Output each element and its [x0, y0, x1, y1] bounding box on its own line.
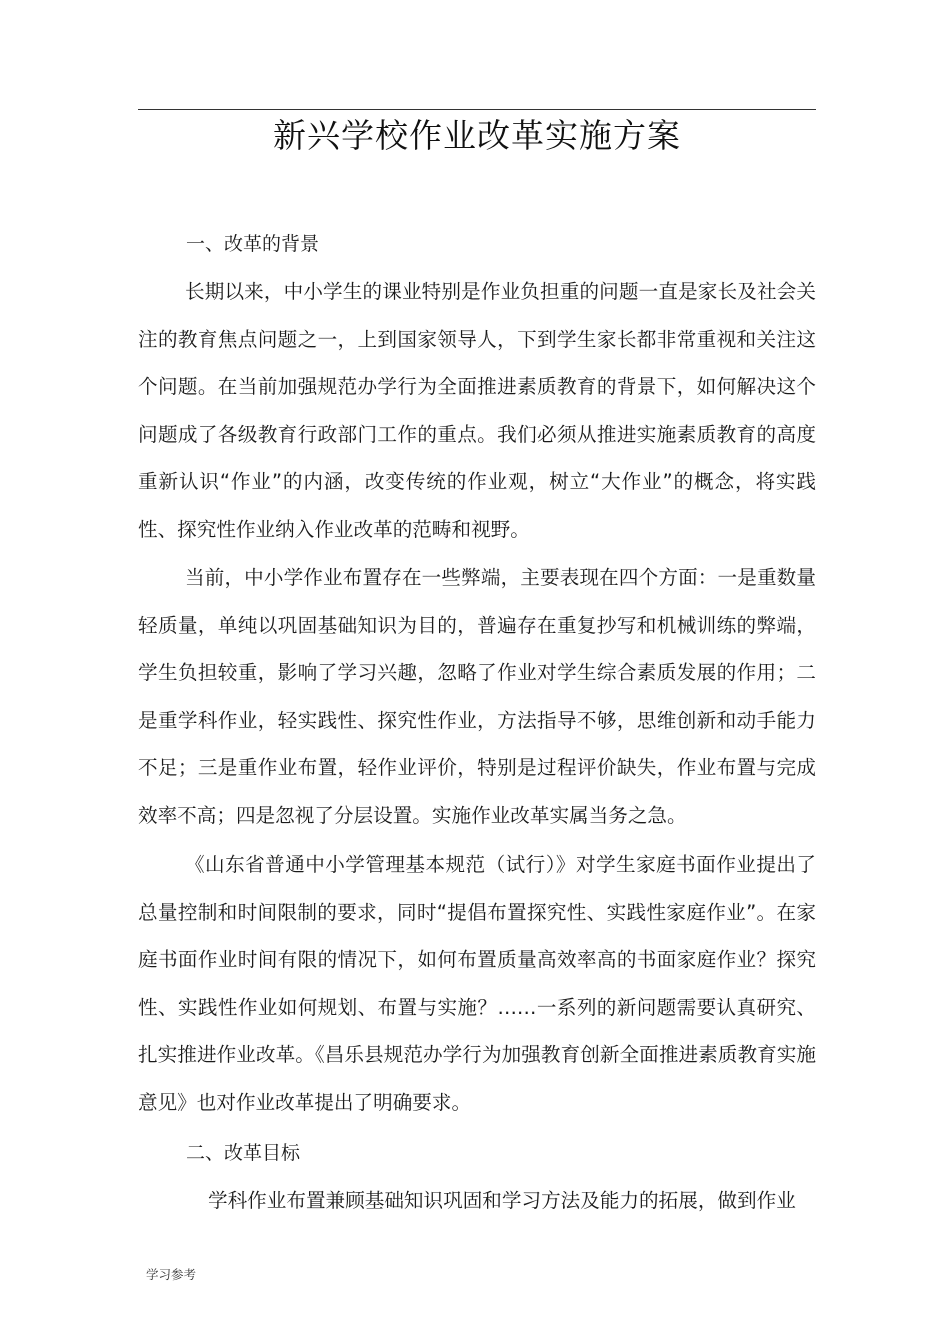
footer-label: 学习参考 — [146, 1267, 197, 1282]
section-heading-background: 一、改革的背景 — [186, 233, 320, 255]
header-rule — [138, 109, 816, 110]
paragraph-background-2: 当前，中小学作业布置存在一些弊端，主要表现在四个方面：一是重数量轻质量，单纯以巩固基础知识为目的，普遍存在重复抄写和机械训练的弊端，学生负担较重，影响了学习兴趣，忽略了作业对学生综合素质发展的作用；二是重学科作业，轻实践性、探究性作业，方法指导不够，思维创新和动手能力不足；三是重作业布置，轻作业评价，特别是过程评价缺失，作业布置与完成效率不高；四是忽视了分层设置。实施作业改革实属当务之急。 — [138, 566, 816, 827]
section-heading-goals: 二、改革目标 — [186, 1142, 301, 1164]
document-title: 新兴学校作业改革实施方案 — [273, 116, 681, 155]
paragraph-goals-1: 学科作业布置兼顾基础知识巩固和学习方法及能力的拓展，做到作业 — [208, 1189, 796, 1212]
paragraph-background-3: 《山东省普通中小学管理基本规范（试行）》对学生家庭书面作业提出了总量控制和时间限制的要求，同时“提倡布置探究性、实践性家庭作业”。在家庭书面作业时间有限的情况下，如何布置质量高效率高的书面家庭作业？探究性、实践性作业如何规划、布置与实施？……一系列的新问题需要认真研究、扎实推进作业改革。《昌乐县规范办学行为加强教育创新全面推进素质教育实施意见》也对作业改革提出了明确要求。 — [138, 853, 816, 1114]
paragraph-background-1: 长期以来，中小学生的课业特别是作业负担重的问题一直是家长及社会关注的教育焦点问题之一，上到国家领导人，下到学生家长都非常重视和关注这个问题。在当前加强规范办学行为全面推进素质教育的背景下，如何解决这个问题成了各级教育行政部门工作的重点。我们必须从推进实施素质教育的高度重新认识“作业”的内涵，改变传统的作业观，树立“大作业”的概念，将实践性、探究性作业纳入作业改革的范畴和视野。 — [138, 280, 816, 541]
